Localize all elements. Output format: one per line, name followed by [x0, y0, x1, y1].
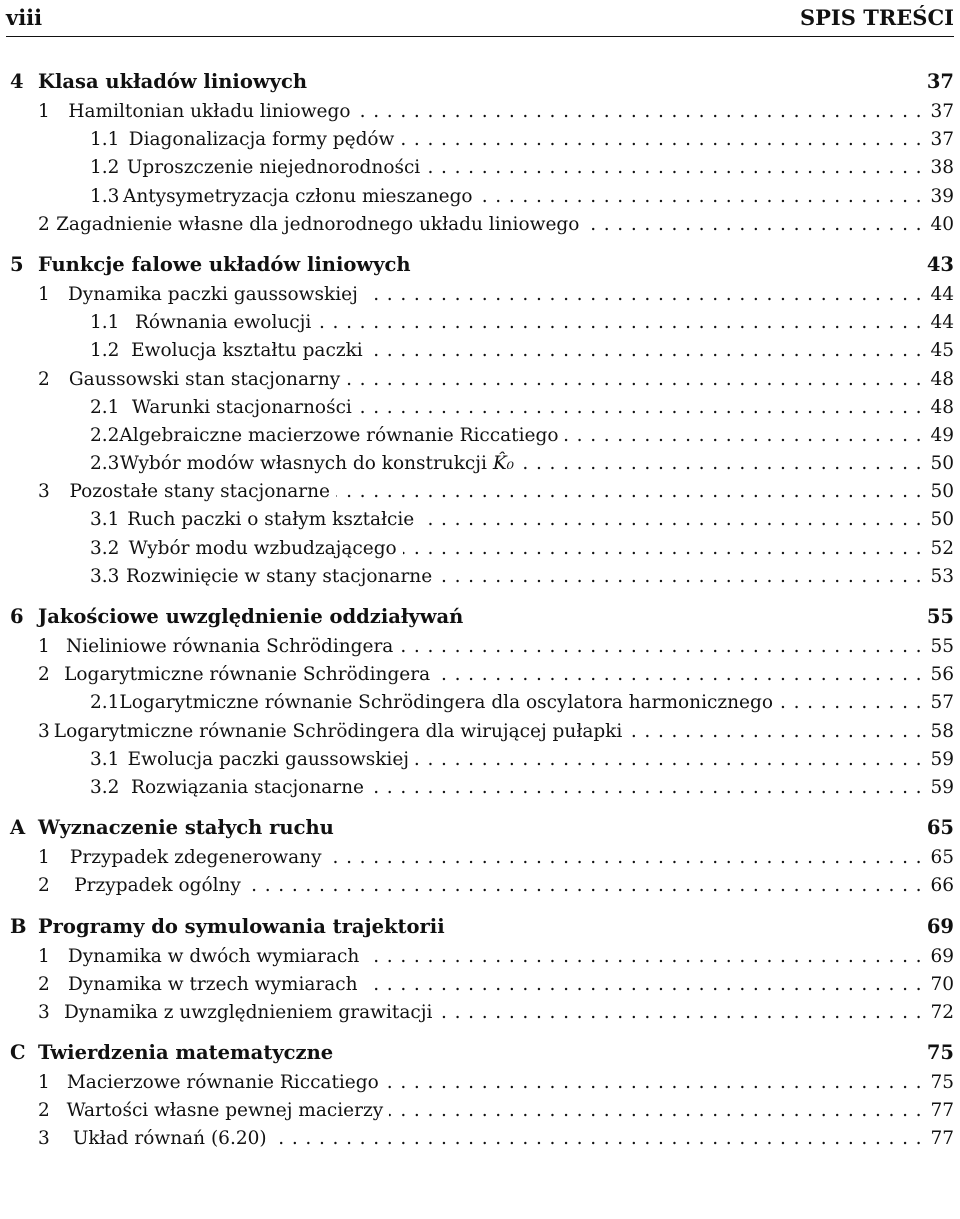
toc-entry[interactable]: [10, 98, 954, 126]
entry-page: 66: [930, 875, 954, 897]
toc-entry[interactable]: [10, 971, 954, 999]
dot-leader: [358, 394, 923, 422]
toc-entry[interactable]: [10, 999, 954, 1027]
entry-page: 44: [930, 283, 954, 305]
entry-title-wrap: [128, 746, 409, 774]
entry-number: 1: [38, 1072, 50, 1094]
entry-title: Układ równań (6.20): [72, 1128, 267, 1150]
entry-title-wrap: [127, 154, 420, 182]
entry-title: Dynamika paczki gaussowskiej: [67, 283, 358, 305]
chapter-title: Funkcje falowe układów liniowych: [38, 252, 411, 276]
table-of-contents: [10, 66, 954, 1164]
chapter-heading[interactable]: [10, 601, 954, 633]
chapter-page: 55: [926, 605, 954, 628]
entry-number: 3: [38, 1001, 50, 1023]
entry-page: 50: [930, 453, 954, 475]
dot-leader: [426, 154, 922, 182]
entry-title-wrap: [131, 337, 363, 365]
entry-number: 1: [38, 101, 50, 122]
entry-number: 3: [38, 720, 50, 742]
entry-number: 1: [38, 283, 50, 305]
entry-title: Ewolucja kształtu paczki: [131, 340, 363, 362]
toc-entry[interactable]: [10, 1069, 954, 1097]
entry-number: 1: [38, 636, 50, 657]
entry-number: 1.2: [90, 340, 120, 362]
entry-number: 2: [38, 973, 50, 995]
toc-entry[interactable]: [10, 718, 954, 746]
entry-title-wrap: [69, 478, 330, 506]
chapter-number: 6: [10, 605, 24, 628]
entry-title: Przypadek zdegenerowany: [69, 847, 322, 869]
dot-leader: [364, 971, 923, 999]
entry-title: Rozwinięcie w stany stacjonarne: [125, 565, 433, 587]
dot-leader: [585, 211, 922, 239]
entry-page: 55: [930, 636, 954, 657]
entry-page: 70: [930, 973, 954, 995]
entry-number: 2: [38, 664, 50, 686]
dot-leader: [479, 183, 923, 211]
entry-title-wrap: [68, 281, 358, 309]
chapter-number: C: [10, 1041, 26, 1065]
entry-number: 3.2: [90, 776, 120, 798]
entry-number: 3.1: [90, 748, 120, 770]
entry-number: 1.2: [90, 157, 120, 179]
chapter-heading[interactable]: [10, 1037, 954, 1069]
entry-title-wrap: [73, 1125, 267, 1153]
entry-page: 56: [930, 664, 954, 686]
entry-title-wrap: [135, 309, 311, 337]
toc-entry[interactable]: [10, 774, 954, 802]
dot-leader: [400, 126, 922, 154]
chapter-page: 43: [926, 252, 954, 276]
entry-page: 50: [930, 481, 954, 503]
entry-page: 59: [930, 776, 954, 798]
chapter-title: Wyznaczenie stałych ruchu: [38, 816, 334, 840]
dot-leader: [317, 309, 922, 337]
entry-page: 50: [930, 509, 954, 531]
entry-number: 2.1: [90, 396, 120, 418]
entry-number: 2.3: [90, 453, 120, 475]
entry-number: 2.2: [90, 424, 120, 446]
chapter-page: 37: [926, 70, 954, 93]
entry-title-wrap: [119, 422, 558, 450]
entry-number: 1: [38, 847, 50, 869]
entry-title-wrap: [129, 126, 395, 154]
dot-leader: [415, 746, 922, 774]
chapter-page: 65: [926, 816, 954, 840]
entry-title: Logarytmiczne równanie Schrödingera: [64, 664, 431, 686]
toc-entry[interactable]: [10, 563, 954, 591]
toc-chapter: [10, 812, 954, 900]
entry-page: 39: [930, 185, 954, 207]
entry-page: 37: [930, 129, 954, 151]
toc-entry[interactable]: [10, 394, 954, 422]
entry-title: Wartości własne pewnej macierzy: [66, 1100, 384, 1122]
entry-number: 3.1: [90, 509, 120, 531]
entry-number: 3.3: [90, 565, 120, 587]
entry-page: 49: [930, 424, 954, 446]
toc-entry[interactable]: [10, 872, 954, 900]
chapter-title: Jakościowe uwzględnienie oddziaływań: [38, 605, 464, 628]
entry-title-wrap: [67, 1069, 379, 1097]
entry-page: 58: [930, 720, 954, 742]
dot-leader: [520, 450, 922, 478]
dot-leader: [564, 422, 922, 450]
toc-entry[interactable]: [10, 366, 954, 394]
entry-page: 69: [930, 945, 954, 967]
dot-leader: [328, 844, 923, 872]
toc-entry[interactable]: [10, 281, 954, 309]
entry-title: Hamiltonian układu liniowego: [68, 101, 351, 122]
entry-number: 3: [38, 1128, 50, 1150]
toc-entry[interactable]: [10, 309, 954, 337]
chapter-title: Twierdzenia matematyczne: [38, 1041, 334, 1065]
toc-entry[interactable]: [10, 478, 954, 506]
entry-title-wrap: [67, 1097, 384, 1125]
toc-entry[interactable]: [10, 211, 954, 239]
dot-leader: [369, 337, 923, 365]
entry-title: Dynamika z uwzględnieniem grawitacji: [63, 1001, 433, 1023]
dot-leader: [438, 563, 922, 591]
entry-title-wrap: [66, 633, 393, 661]
chapter-heading[interactable]: [10, 911, 954, 943]
toc-chapter: [10, 249, 954, 591]
entry-number: 3: [38, 481, 50, 503]
toc-entry[interactable]: [10, 337, 954, 365]
entry-number: 2: [38, 368, 50, 390]
chapter-page: 69: [926, 914, 954, 938]
entry-page: 52: [930, 537, 954, 559]
entry-page: 40: [930, 213, 954, 235]
page-number: viii: [6, 4, 43, 30]
entry-title: Zagadnienie własne dla jednorodnego układu liniowego: [56, 213, 580, 235]
chapter-title: Programy do symulowania trajektorii: [38, 914, 445, 938]
entry-title-wrap: [68, 971, 358, 999]
toc-entry[interactable]: [10, 943, 954, 971]
entry-number: 1: [38, 945, 50, 967]
entry-number: 2: [38, 1100, 50, 1122]
dot-leader: [403, 535, 923, 563]
entry-title-wrap: [127, 506, 414, 534]
entry-title-wrap: [70, 844, 322, 872]
dot-leader: [420, 506, 922, 534]
entry-title: Ewolucja paczki gaussowskiej: [127, 748, 410, 770]
entry-page: 45: [930, 340, 954, 362]
entry-page: 57: [930, 692, 954, 714]
entry-title-wrap: [74, 872, 241, 900]
chapter-number: 5: [10, 252, 24, 276]
dot-leader: [365, 943, 922, 971]
entry-title-wrap: [64, 999, 432, 1027]
page-header: [6, 0, 954, 34]
chapter-page: 75: [926, 1041, 954, 1065]
entry-title-wrap: [54, 718, 623, 746]
entry-number: 1.1: [90, 129, 120, 151]
header-rule: [6, 36, 954, 37]
chapter-title: Klasa układów liniowych: [38, 70, 308, 93]
entry-page: 77: [930, 1100, 954, 1122]
toc-chapter: [10, 1037, 954, 1154]
entry-title: Nieliniowe równania Schrödingera: [66, 636, 394, 657]
toc-entry[interactable]: [10, 450, 954, 478]
entry-title: Przypadek ogólny: [74, 875, 241, 897]
dot-leader: [779, 689, 922, 717]
entry-title-wrap: [68, 98, 350, 126]
dot-leader: [436, 661, 922, 689]
entry-number: 3.2: [90, 537, 120, 559]
toc-entry[interactable]: [10, 422, 954, 450]
running-title: SPIS TREŚCI: [799, 4, 954, 30]
entry-page: 77: [930, 1128, 954, 1150]
entry-page: 75: [930, 1072, 954, 1094]
entry-title-wrap: [68, 943, 359, 971]
toc-entry[interactable]: [10, 535, 954, 563]
chapter-heading[interactable]: [10, 249, 954, 281]
entry-title: Algebraiczne macierzowe równanie Riccatiego: [119, 424, 559, 446]
entry-number: 1.3: [90, 185, 120, 207]
toc-chapter: [10, 601, 954, 802]
entry-title-wrap: [131, 774, 364, 802]
entry-title: Równania ewolucji: [134, 312, 312, 334]
chapter-heading[interactable]: [10, 812, 954, 844]
entry-page: 48: [930, 396, 954, 418]
entry-page: 65: [930, 847, 954, 869]
entry-title: Rozwiązania stacjonarne: [131, 776, 364, 798]
entry-number: 2: [38, 875, 50, 897]
toc-chapter: [10, 66, 954, 239]
dot-leader: [389, 1097, 922, 1125]
chapter-number: B: [10, 914, 27, 938]
entry-page: 37: [930, 101, 954, 122]
dot-leader: [247, 872, 923, 900]
entry-title: Dynamika w trzech wymiarach: [67, 973, 358, 995]
dot-leader: [628, 718, 922, 746]
entry-page: 38: [930, 157, 954, 179]
entry-title: Wybór modów własnych do konstrukcji: [119, 453, 493, 475]
dot-leader: [438, 999, 922, 1027]
dot-leader: [346, 366, 922, 394]
entry-title: Dynamika w dwóch wymiarach: [67, 945, 360, 967]
entry-number: 1.1: [90, 312, 120, 334]
entry-title: Logarytmiczne równanie Schrödingera dla oscylatora harmonicznego: [119, 692, 773, 714]
entry-page: 59: [930, 748, 954, 770]
entry-title: Antysymetryzacja członu mieszanego: [122, 185, 473, 207]
entry-title: Pozostałe stany stacjonarne: [69, 481, 331, 503]
entry-title-wrap: [120, 450, 514, 478]
entry-title: Logarytmiczne równanie Schrödingera dla wirującej pułapki: [53, 720, 623, 742]
entry-title: Wybór modu wzbudzającego: [128, 537, 397, 559]
toc-entry[interactable]: [10, 506, 954, 534]
entry-title: Uproszczenie niejednorodności: [126, 157, 421, 179]
chapter-heading[interactable]: [10, 66, 954, 98]
entry-number: 2.1: [90, 692, 120, 714]
entry-title-wrap: [129, 535, 397, 563]
entry-title-wrap: [123, 183, 473, 211]
entry-title: Gaussowski stan stacjonarny: [68, 368, 341, 390]
toc-entry[interactable]: [10, 661, 954, 689]
entry-title-wrap: [69, 366, 340, 394]
entry-title-wrap: [132, 394, 352, 422]
dot-leader: [364, 281, 923, 309]
chapter-number: A: [10, 816, 26, 840]
entry-title: Macierzowe równanie Riccatiego: [66, 1072, 379, 1094]
dot-leader: [385, 1069, 923, 1097]
entry-page: 48: [930, 368, 954, 390]
toc-entry[interactable]: [10, 633, 954, 661]
entry-page: 44: [930, 312, 954, 334]
toc-entry[interactable]: [10, 1097, 954, 1125]
entry-title-wrap: [119, 689, 773, 717]
dot-leader: [356, 98, 922, 126]
dot-leader: [399, 633, 922, 661]
entry-title-wrap: [64, 661, 430, 689]
entry-title: Diagonalizacja formy pędów: [128, 129, 395, 151]
dot-leader: [370, 774, 922, 802]
entry-page: 72: [930, 1001, 954, 1023]
entry-title-wrap: [126, 563, 432, 591]
toc-entry[interactable]: [10, 844, 954, 872]
entry-page: 53: [930, 565, 954, 587]
toc-entry[interactable]: [10, 183, 954, 211]
toc-entry[interactable]: [10, 126, 954, 154]
dot-leader: [336, 478, 922, 506]
entry-title: Ruch paczki o stałym kształcie: [127, 509, 415, 531]
math-k0: K̂₀: [492, 453, 515, 475]
toc-entry[interactable]: [10, 689, 954, 717]
entry-title: Warunki stacjonarności: [131, 396, 352, 418]
toc-entry[interactable]: [10, 1125, 954, 1153]
toc-entry[interactable]: [10, 154, 954, 182]
entry-title-wrap: [56, 211, 579, 239]
chapter-number: 4: [10, 70, 24, 93]
toc-chapter: [10, 911, 954, 1028]
dot-leader: [273, 1125, 923, 1153]
toc-entry[interactable]: [10, 746, 954, 774]
entry-number: 2: [38, 213, 50, 235]
